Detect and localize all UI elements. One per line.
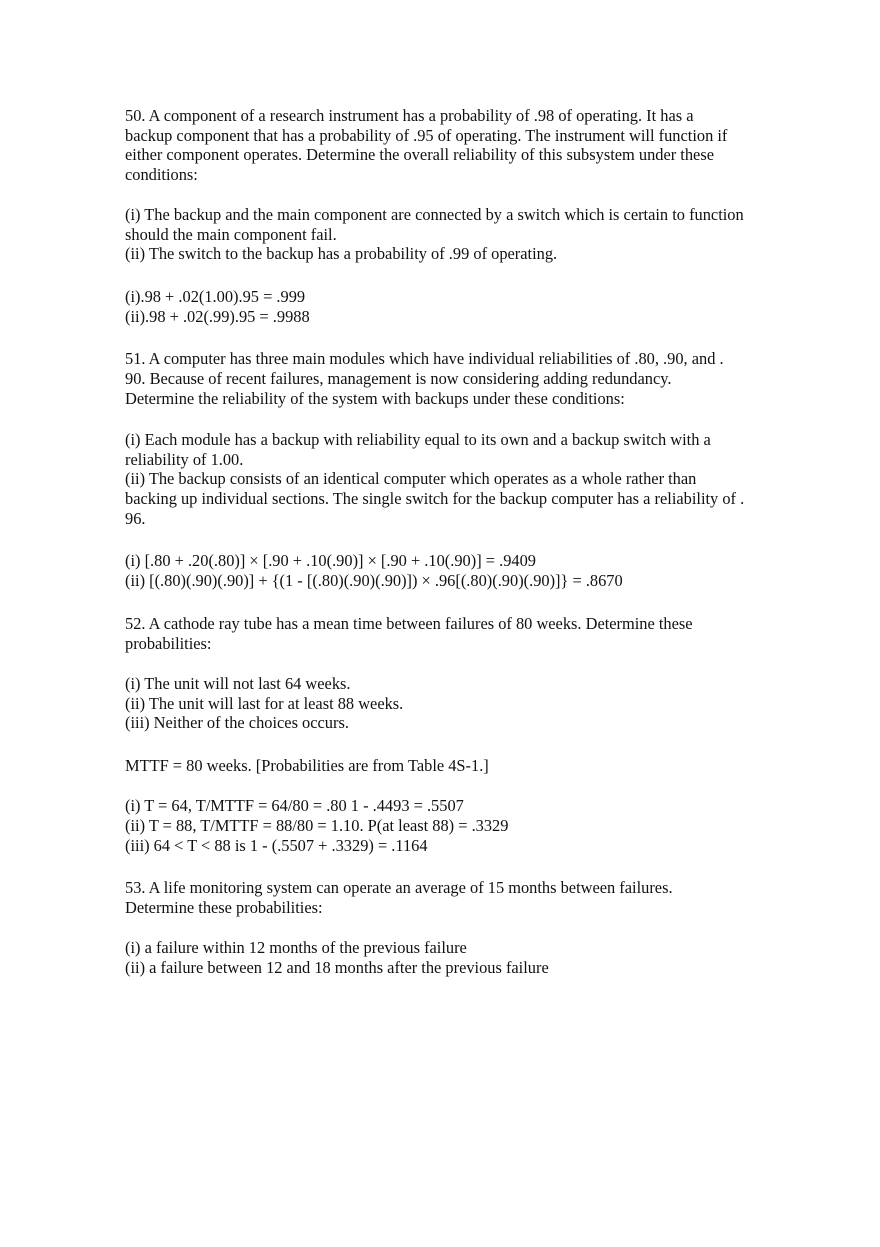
answer-line: (i) T = 64, T/MTTF = 64/80 = .80 1 - .4493 = .5507 xyxy=(125,796,464,815)
answer-line: (iii) 64 < T < 88 is 1 - (.5507 + .3329) = .1164 xyxy=(125,836,428,855)
text-line: 90. Because of recent failures, management is now considering adding redundancy. xyxy=(125,369,672,388)
text-line: (ii) The backup consists of an identical computer which operates as a whole rather than xyxy=(125,469,697,488)
text-line: 96. xyxy=(125,509,146,528)
answer-line: (i).98 + .02(1.00).95 = .999 xyxy=(125,287,306,306)
text-line: (i) a failure within 12 months of the previous failure xyxy=(125,938,467,957)
text-line: (ii) The unit will last for at least 88 weeks. xyxy=(125,694,404,713)
text-line: probabilities: xyxy=(125,634,212,653)
text-line: 51. A computer has three main modules which have individual reliabilities of .80, .90, and . xyxy=(125,349,724,368)
text-line: backup component that has a probability of .95 of operating. The instrument will function if xyxy=(125,126,728,145)
text-line: (i) Each module has a backup with reliability equal to its own and a backup switch with a xyxy=(125,430,711,449)
text-line: either component operates. Determine the overall reliability of this subsystem under these xyxy=(125,145,714,164)
text-line: Determine the reliability of the system with backups under these conditions: xyxy=(125,389,625,408)
text-line: (ii) The switch to the backup has a probability of .99 of operating. xyxy=(125,244,558,263)
text-line: 52. A cathode ray tube has a mean time between failures of 80 weeks. Determine these xyxy=(125,614,693,633)
text-line: should the main component fail. xyxy=(125,225,337,244)
answer-line: MTTF = 80 weeks. [Probabilities are from Table 4S-1.] xyxy=(125,756,489,775)
text-line: (i) The unit will not last 64 weeks. xyxy=(125,674,351,693)
text-line: reliability of 1.00. xyxy=(125,450,244,469)
answer-line: (i) [.80 + .20(.80)] × [.90 + .10(.90)] × [.90 + .10(.90)] = .9409 xyxy=(125,551,536,570)
text-line: backing up individual sections. The single switch for the backup computer has a reliability of . xyxy=(125,489,745,508)
answer-line: (ii) T = 88, T/MTTF = 88/80 = 1.10. P(at least 88) = .3329 xyxy=(125,816,509,835)
text-line: (iii) Neither of the choices occurs. xyxy=(125,713,349,732)
text-line: conditions: xyxy=(125,165,198,184)
text-line: (i) The backup and the main component are connected by a switch which is certain to function xyxy=(125,205,744,224)
text-line: Determine these probabilities: xyxy=(125,898,323,917)
text-line: 50. A component of a research instrument has a probability of .98 of operating. It has a xyxy=(125,106,694,125)
answer-line: (ii).98 + .02(.99).95 = .9988 xyxy=(125,307,310,326)
text-line: 53. A life monitoring system can operate an average of 15 months between failures. xyxy=(125,878,673,897)
text-line: (ii) a failure between 12 and 18 months after the previous failure xyxy=(125,958,549,977)
answer-line: (ii) [(.80)(.90)(.90)] + {(1 - [(.80)(.90)(.90)]) × .96[(.80)(.90)(.90)]} = .8670 xyxy=(125,571,623,590)
